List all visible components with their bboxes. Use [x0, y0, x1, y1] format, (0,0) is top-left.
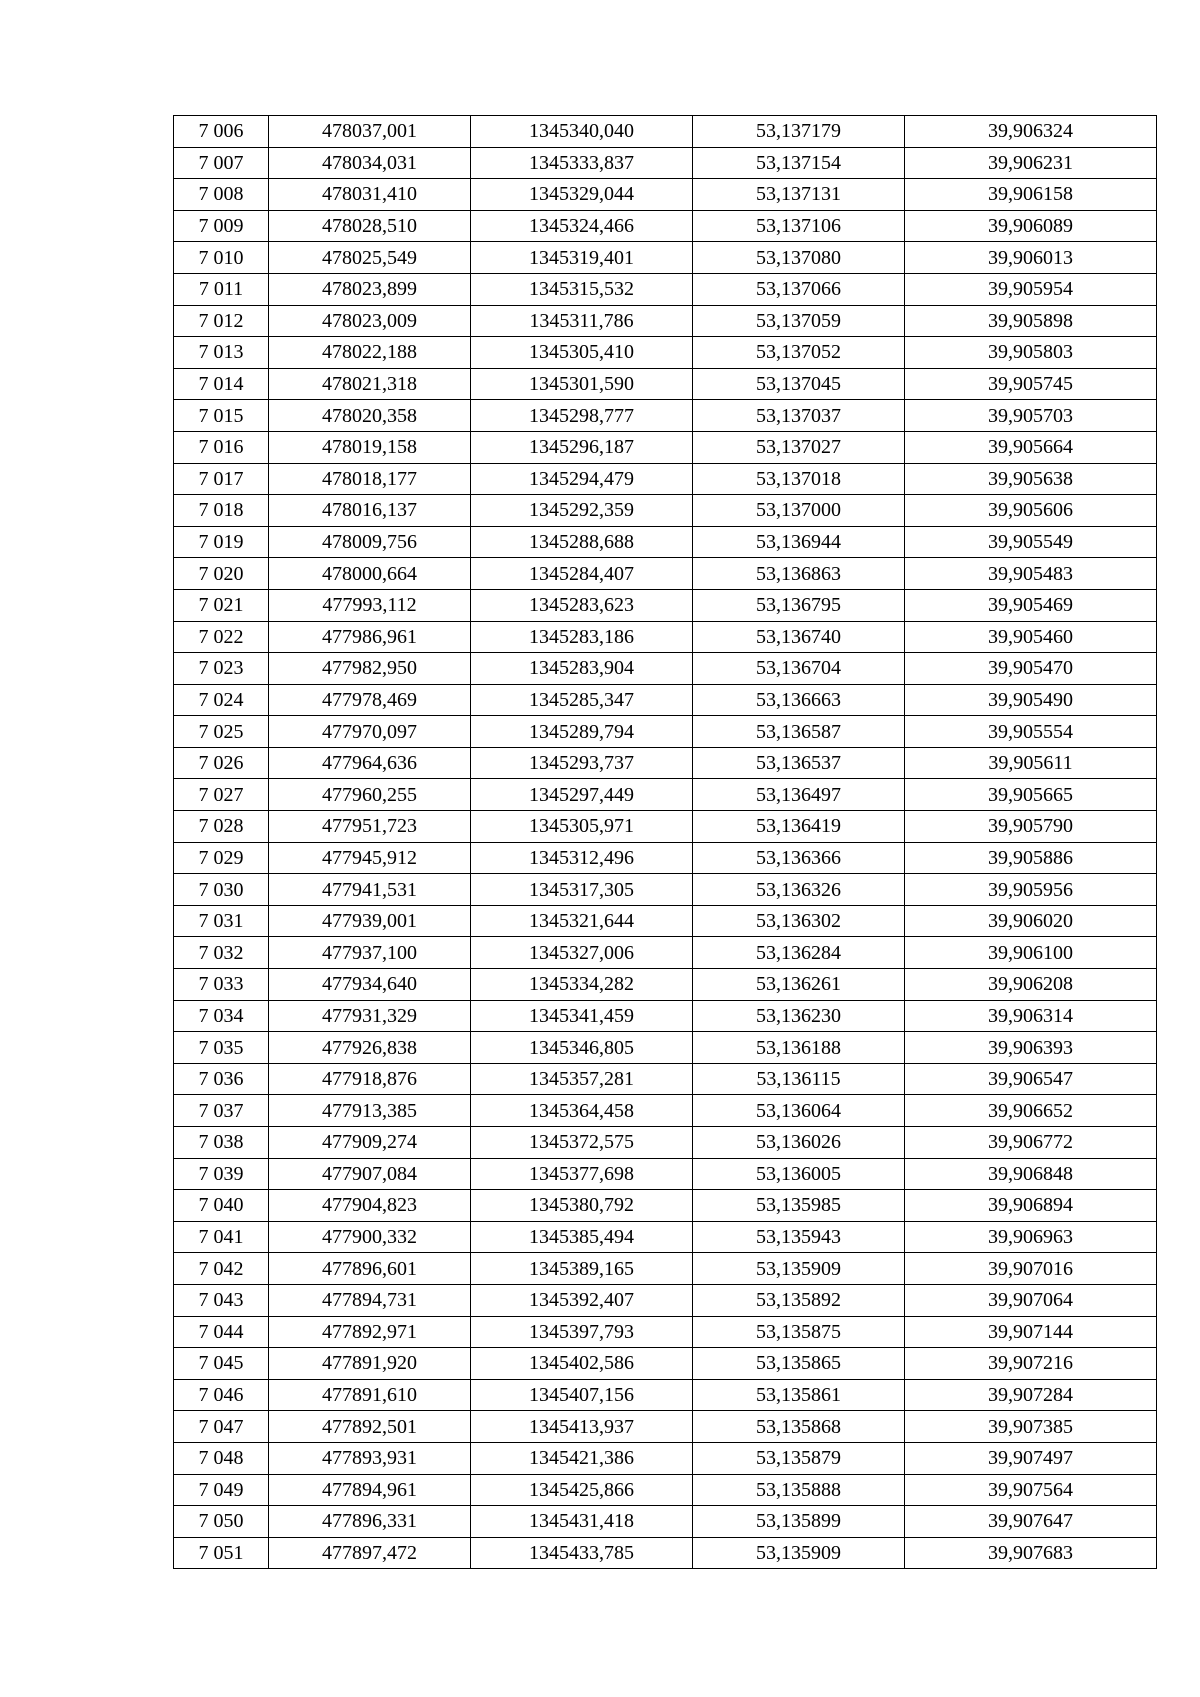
point-number-cell: 7 039 [174, 1158, 269, 1190]
latitude-cell: 53,137059 [693, 305, 905, 337]
x-coordinate-cell: 478016,137 [269, 495, 471, 527]
longitude-cell: 39,906652 [905, 1095, 1157, 1127]
y-coordinate-cell: 1345377,698 [471, 1158, 693, 1190]
point-number-cell: 7 022 [174, 621, 269, 653]
x-coordinate-cell: 477978,469 [269, 684, 471, 716]
y-coordinate-cell: 1345301,590 [471, 368, 693, 400]
longitude-cell: 39,906314 [905, 1000, 1157, 1032]
table-row [174, 116, 1157, 148]
latitude-cell: 53,136230 [693, 1000, 905, 1032]
y-coordinate-cell: 1345327,006 [471, 937, 693, 969]
table-row [174, 210, 1157, 242]
longitude-cell: 39,906208 [905, 969, 1157, 1001]
table-row [174, 842, 1157, 874]
longitude-cell: 39,906848 [905, 1158, 1157, 1190]
point-number-cell: 7 047 [174, 1411, 269, 1443]
y-coordinate-cell: 1345433,785 [471, 1537, 693, 1569]
table-row [174, 305, 1157, 337]
latitude-cell: 53,136587 [693, 716, 905, 748]
point-number-cell: 7 026 [174, 747, 269, 779]
point-number-cell: 7 043 [174, 1284, 269, 1316]
y-coordinate-cell: 1345284,407 [471, 558, 693, 590]
point-number-cell: 7 018 [174, 495, 269, 527]
y-coordinate-cell: 1345333,837 [471, 147, 693, 179]
point-number-cell: 7 008 [174, 179, 269, 211]
longitude-cell: 39,906100 [905, 937, 1157, 969]
latitude-cell: 53,136326 [693, 874, 905, 906]
y-coordinate-cell: 1345321,644 [471, 905, 693, 937]
table-row [174, 716, 1157, 748]
longitude-cell: 39,906772 [905, 1127, 1157, 1159]
table-row [174, 1284, 1157, 1316]
point-number-cell: 7 033 [174, 969, 269, 1001]
x-coordinate-cell: 478022,188 [269, 337, 471, 369]
point-number-cell: 7 012 [174, 305, 269, 337]
table-row [174, 431, 1157, 463]
x-coordinate-cell: 477939,001 [269, 905, 471, 937]
latitude-cell: 53,137018 [693, 463, 905, 495]
y-coordinate-cell: 1345285,347 [471, 684, 693, 716]
longitude-cell: 39,906158 [905, 179, 1157, 211]
point-number-cell: 7 021 [174, 589, 269, 621]
x-coordinate-cell: 477951,723 [269, 811, 471, 843]
table-row [174, 1000, 1157, 1032]
latitude-cell: 53,135861 [693, 1379, 905, 1411]
longitude-cell: 39,905490 [905, 684, 1157, 716]
table-row [174, 1379, 1157, 1411]
table-row [174, 337, 1157, 369]
table-row [174, 1474, 1157, 1506]
longitude-cell: 39,905470 [905, 653, 1157, 685]
x-coordinate-cell: 477993,112 [269, 589, 471, 621]
point-number-cell: 7 048 [174, 1442, 269, 1474]
longitude-cell: 39,905611 [905, 747, 1157, 779]
longitude-cell: 39,905745 [905, 368, 1157, 400]
table-row [174, 1190, 1157, 1222]
x-coordinate-cell: 477913,385 [269, 1095, 471, 1127]
point-number-cell: 7 016 [174, 431, 269, 463]
y-coordinate-cell: 1345329,044 [471, 179, 693, 211]
y-coordinate-cell: 1345413,937 [471, 1411, 693, 1443]
y-coordinate-cell: 1345317,305 [471, 874, 693, 906]
x-coordinate-cell: 477909,274 [269, 1127, 471, 1159]
longitude-cell: 39,905638 [905, 463, 1157, 495]
table-row [174, 273, 1157, 305]
y-coordinate-cell: 1345283,623 [471, 589, 693, 621]
longitude-cell: 39,906963 [905, 1221, 1157, 1253]
table-row [174, 1063, 1157, 1095]
latitude-cell: 53,135865 [693, 1348, 905, 1380]
longitude-cell: 39,907284 [905, 1379, 1157, 1411]
y-coordinate-cell: 1345402,586 [471, 1348, 693, 1380]
y-coordinate-cell: 1345389,165 [471, 1253, 693, 1285]
x-coordinate-cell: 478020,358 [269, 400, 471, 432]
x-coordinate-cell: 477891,610 [269, 1379, 471, 1411]
longitude-cell: 39,906013 [905, 242, 1157, 274]
longitude-cell: 39,905956 [905, 874, 1157, 906]
latitude-cell: 53,136740 [693, 621, 905, 653]
point-number-cell: 7 041 [174, 1221, 269, 1253]
table-row [174, 905, 1157, 937]
y-coordinate-cell: 1345407,156 [471, 1379, 693, 1411]
y-coordinate-cell: 1345288,688 [471, 526, 693, 558]
x-coordinate-cell: 478037,001 [269, 116, 471, 148]
longitude-cell: 39,907497 [905, 1442, 1157, 1474]
latitude-cell: 53,137045 [693, 368, 905, 400]
point-number-cell: 7 037 [174, 1095, 269, 1127]
y-coordinate-cell: 1345392,407 [471, 1284, 693, 1316]
point-number-cell: 7 030 [174, 874, 269, 906]
x-coordinate-cell: 478034,031 [269, 147, 471, 179]
x-coordinate-cell: 477896,601 [269, 1253, 471, 1285]
x-coordinate-cell: 478021,318 [269, 368, 471, 400]
table-row [174, 495, 1157, 527]
longitude-cell: 39,906324 [905, 116, 1157, 148]
x-coordinate-cell: 477931,329 [269, 1000, 471, 1032]
longitude-cell: 39,907144 [905, 1316, 1157, 1348]
point-number-cell: 7 028 [174, 811, 269, 843]
latitude-cell: 53,137066 [693, 273, 905, 305]
x-coordinate-cell: 477934,640 [269, 969, 471, 1001]
latitude-cell: 53,136704 [693, 653, 905, 685]
x-coordinate-cell: 477970,097 [269, 716, 471, 748]
latitude-cell: 53,135868 [693, 1411, 905, 1443]
latitude-cell: 53,135985 [693, 1190, 905, 1222]
longitude-cell: 39,905554 [905, 716, 1157, 748]
x-coordinate-cell: 478019,158 [269, 431, 471, 463]
x-coordinate-cell: 478000,664 [269, 558, 471, 590]
latitude-cell: 53,136419 [693, 811, 905, 843]
y-coordinate-cell: 1345297,449 [471, 779, 693, 811]
point-number-cell: 7 044 [174, 1316, 269, 1348]
y-coordinate-cell: 1345283,186 [471, 621, 693, 653]
x-coordinate-cell: 477893,931 [269, 1442, 471, 1474]
latitude-cell: 53,136795 [693, 589, 905, 621]
y-coordinate-cell: 1345346,805 [471, 1032, 693, 1064]
latitude-cell: 53,136064 [693, 1095, 905, 1127]
y-coordinate-cell: 1345397,793 [471, 1316, 693, 1348]
latitude-cell: 53,136188 [693, 1032, 905, 1064]
latitude-cell: 53,135943 [693, 1221, 905, 1253]
y-coordinate-cell: 1345357,281 [471, 1063, 693, 1095]
x-coordinate-cell: 477945,912 [269, 842, 471, 874]
table-row [174, 1411, 1157, 1443]
y-coordinate-cell: 1345315,532 [471, 273, 693, 305]
point-number-cell: 7 038 [174, 1127, 269, 1159]
latitude-cell: 53,135879 [693, 1442, 905, 1474]
point-number-cell: 7 049 [174, 1474, 269, 1506]
x-coordinate-cell: 477897,472 [269, 1537, 471, 1569]
table-row [174, 779, 1157, 811]
x-coordinate-cell: 477982,950 [269, 653, 471, 685]
x-coordinate-cell: 477900,332 [269, 1221, 471, 1253]
longitude-cell: 39,907216 [905, 1348, 1157, 1380]
point-number-cell: 7 036 [174, 1063, 269, 1095]
latitude-cell: 53,137179 [693, 116, 905, 148]
latitude-cell: 53,136005 [693, 1158, 905, 1190]
x-coordinate-cell: 477926,838 [269, 1032, 471, 1064]
longitude-cell: 39,905790 [905, 811, 1157, 843]
x-coordinate-cell: 477894,961 [269, 1474, 471, 1506]
table-row [174, 558, 1157, 590]
latitude-cell: 53,136537 [693, 747, 905, 779]
point-number-cell: 7 020 [174, 558, 269, 590]
longitude-cell: 39,905703 [905, 400, 1157, 432]
y-coordinate-cell: 1345289,794 [471, 716, 693, 748]
latitude-cell: 53,136302 [693, 905, 905, 937]
longitude-cell: 39,907647 [905, 1506, 1157, 1538]
latitude-cell: 53,135892 [693, 1284, 905, 1316]
x-coordinate-cell: 478023,009 [269, 305, 471, 337]
table-row [174, 242, 1157, 274]
x-coordinate-cell: 477907,084 [269, 1158, 471, 1190]
table-row [174, 1127, 1157, 1159]
x-coordinate-cell: 477986,961 [269, 621, 471, 653]
point-number-cell: 7 006 [174, 116, 269, 148]
latitude-cell: 53,136944 [693, 526, 905, 558]
latitude-cell: 53,135875 [693, 1316, 905, 1348]
table-row [174, 621, 1157, 653]
longitude-cell: 39,906393 [905, 1032, 1157, 1064]
longitude-cell: 39,907016 [905, 1253, 1157, 1285]
coordinates-table [173, 115, 1157, 1569]
table-row [174, 1316, 1157, 1348]
longitude-cell: 39,905954 [905, 273, 1157, 305]
table-row [174, 463, 1157, 495]
table-row [174, 1095, 1157, 1127]
point-number-cell: 7 014 [174, 368, 269, 400]
point-number-cell: 7 027 [174, 779, 269, 811]
x-coordinate-cell: 477964,636 [269, 747, 471, 779]
point-number-cell: 7 029 [174, 842, 269, 874]
longitude-cell: 39,906547 [905, 1063, 1157, 1095]
y-coordinate-cell: 1345340,040 [471, 116, 693, 148]
y-coordinate-cell: 1345283,904 [471, 653, 693, 685]
table-row [174, 937, 1157, 969]
y-coordinate-cell: 1345380,792 [471, 1190, 693, 1222]
table-row [174, 653, 1157, 685]
longitude-cell: 39,905803 [905, 337, 1157, 369]
point-number-cell: 7 007 [174, 147, 269, 179]
x-coordinate-cell: 478028,510 [269, 210, 471, 242]
latitude-cell: 53,137154 [693, 147, 905, 179]
x-coordinate-cell: 478023,899 [269, 273, 471, 305]
longitude-cell: 39,905664 [905, 431, 1157, 463]
point-number-cell: 7 009 [174, 210, 269, 242]
table-row [174, 747, 1157, 779]
table-row [174, 179, 1157, 211]
x-coordinate-cell: 478009,756 [269, 526, 471, 558]
latitude-cell: 53,137052 [693, 337, 905, 369]
y-coordinate-cell: 1345296,187 [471, 431, 693, 463]
y-coordinate-cell: 1345319,401 [471, 242, 693, 274]
y-coordinate-cell: 1345311,786 [471, 305, 693, 337]
point-number-cell: 7 046 [174, 1379, 269, 1411]
x-coordinate-cell: 477904,823 [269, 1190, 471, 1222]
table-row [174, 684, 1157, 716]
x-coordinate-cell: 477891,920 [269, 1348, 471, 1380]
y-coordinate-cell: 1345364,458 [471, 1095, 693, 1127]
coordinates-table-body [174, 116, 1157, 1569]
table-row [174, 526, 1157, 558]
table-row [174, 400, 1157, 432]
longitude-cell: 39,905549 [905, 526, 1157, 558]
y-coordinate-cell: 1345294,479 [471, 463, 693, 495]
latitude-cell: 53,135888 [693, 1474, 905, 1506]
point-number-cell: 7 034 [174, 1000, 269, 1032]
table-row [174, 811, 1157, 843]
latitude-cell: 53,136366 [693, 842, 905, 874]
y-coordinate-cell: 1345305,410 [471, 337, 693, 369]
point-number-cell: 7 042 [174, 1253, 269, 1285]
latitude-cell: 53,136261 [693, 969, 905, 1001]
y-coordinate-cell: 1345431,418 [471, 1506, 693, 1538]
longitude-cell: 39,905606 [905, 495, 1157, 527]
latitude-cell: 53,137000 [693, 495, 905, 527]
x-coordinate-cell: 477892,501 [269, 1411, 471, 1443]
table-row [174, 368, 1157, 400]
table-row [174, 874, 1157, 906]
table-row [174, 589, 1157, 621]
y-coordinate-cell: 1345293,737 [471, 747, 693, 779]
point-number-cell: 7 032 [174, 937, 269, 969]
y-coordinate-cell: 1345298,777 [471, 400, 693, 432]
x-coordinate-cell: 478025,549 [269, 242, 471, 274]
latitude-cell: 53,136115 [693, 1063, 905, 1095]
y-coordinate-cell: 1345292,359 [471, 495, 693, 527]
table-row [174, 1032, 1157, 1064]
x-coordinate-cell: 477896,331 [269, 1506, 471, 1538]
latitude-cell: 53,136497 [693, 779, 905, 811]
table-row [174, 1158, 1157, 1190]
latitude-cell: 53,135909 [693, 1537, 905, 1569]
point-number-cell: 7 045 [174, 1348, 269, 1380]
longitude-cell: 39,905898 [905, 305, 1157, 337]
y-coordinate-cell: 1345305,971 [471, 811, 693, 843]
point-number-cell: 7 040 [174, 1190, 269, 1222]
table-row [174, 1221, 1157, 1253]
point-number-cell: 7 013 [174, 337, 269, 369]
point-number-cell: 7 050 [174, 1506, 269, 1538]
point-number-cell: 7 025 [174, 716, 269, 748]
longitude-cell: 39,906894 [905, 1190, 1157, 1222]
latitude-cell: 53,136284 [693, 937, 905, 969]
y-coordinate-cell: 1345324,466 [471, 210, 693, 242]
longitude-cell: 39,905469 [905, 589, 1157, 621]
table-row [174, 969, 1157, 1001]
latitude-cell: 53,137037 [693, 400, 905, 432]
longitude-cell: 39,907564 [905, 1474, 1157, 1506]
x-coordinate-cell: 477918,876 [269, 1063, 471, 1095]
point-number-cell: 7 011 [174, 273, 269, 305]
longitude-cell: 39,907683 [905, 1537, 1157, 1569]
point-number-cell: 7 031 [174, 905, 269, 937]
x-coordinate-cell: 477937,100 [269, 937, 471, 969]
point-number-cell: 7 010 [174, 242, 269, 274]
latitude-cell: 53,137080 [693, 242, 905, 274]
y-coordinate-cell: 1345421,386 [471, 1442, 693, 1474]
x-coordinate-cell: 477894,731 [269, 1284, 471, 1316]
table-row [174, 1442, 1157, 1474]
table-row [174, 1506, 1157, 1538]
latitude-cell: 53,137027 [693, 431, 905, 463]
longitude-cell: 39,905665 [905, 779, 1157, 811]
longitude-cell: 39,905460 [905, 621, 1157, 653]
table-row [174, 147, 1157, 179]
latitude-cell: 53,137131 [693, 179, 905, 211]
x-coordinate-cell: 478018,177 [269, 463, 471, 495]
longitude-cell: 39,907064 [905, 1284, 1157, 1316]
point-number-cell: 7 015 [174, 400, 269, 432]
longitude-cell: 39,905483 [905, 558, 1157, 590]
y-coordinate-cell: 1345334,282 [471, 969, 693, 1001]
table-row [174, 1348, 1157, 1380]
latitude-cell: 53,137106 [693, 210, 905, 242]
table-row [174, 1253, 1157, 1285]
longitude-cell: 39,905886 [905, 842, 1157, 874]
latitude-cell: 53,136026 [693, 1127, 905, 1159]
y-coordinate-cell: 1345312,496 [471, 842, 693, 874]
y-coordinate-cell: 1345341,459 [471, 1000, 693, 1032]
x-coordinate-cell: 478031,410 [269, 179, 471, 211]
longitude-cell: 39,907385 [905, 1411, 1157, 1443]
table-row [174, 1537, 1157, 1569]
latitude-cell: 53,135909 [693, 1253, 905, 1285]
x-coordinate-cell: 477892,971 [269, 1316, 471, 1348]
point-number-cell: 7 023 [174, 653, 269, 685]
point-number-cell: 7 024 [174, 684, 269, 716]
x-coordinate-cell: 477941,531 [269, 874, 471, 906]
latitude-cell: 53,136663 [693, 684, 905, 716]
y-coordinate-cell: 1345385,494 [471, 1221, 693, 1253]
x-coordinate-cell: 477960,255 [269, 779, 471, 811]
latitude-cell: 53,136863 [693, 558, 905, 590]
y-coordinate-cell: 1345372,575 [471, 1127, 693, 1159]
point-number-cell: 7 019 [174, 526, 269, 558]
longitude-cell: 39,906020 [905, 905, 1157, 937]
longitude-cell: 39,906231 [905, 147, 1157, 179]
point-number-cell: 7 017 [174, 463, 269, 495]
point-number-cell: 7 035 [174, 1032, 269, 1064]
point-number-cell: 7 051 [174, 1537, 269, 1569]
y-coordinate-cell: 1345425,866 [471, 1474, 693, 1506]
longitude-cell: 39,906089 [905, 210, 1157, 242]
latitude-cell: 53,135899 [693, 1506, 905, 1538]
